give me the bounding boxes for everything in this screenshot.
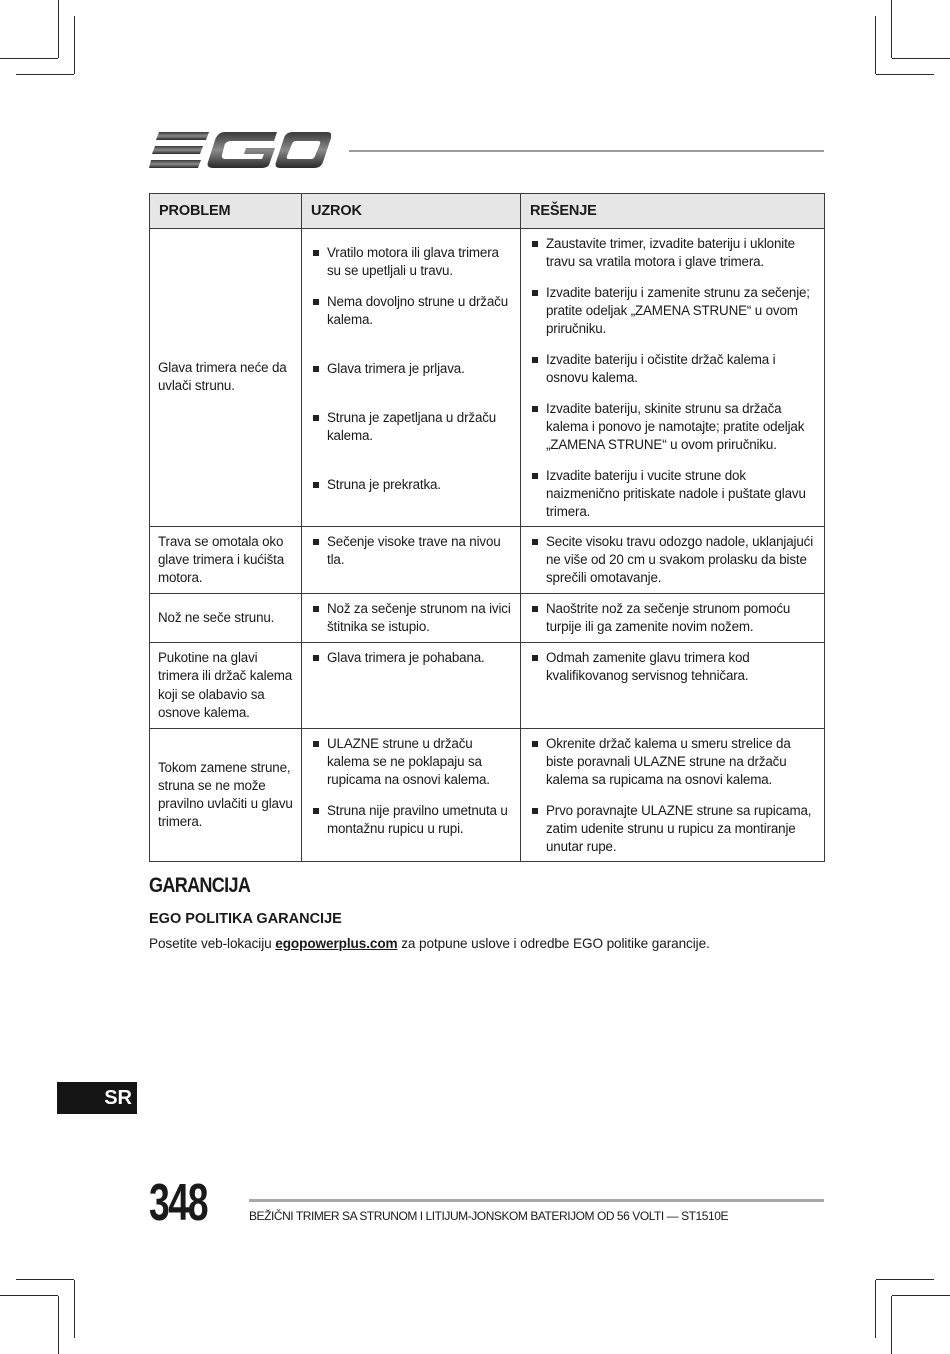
section-subtitle: EGO POLITIKA GARANCIJE	[149, 911, 342, 927]
cause-list	[302, 594, 520, 640]
cause-cell	[302, 229, 521, 527]
problem-cell: Trava se omotala oko glave trimera i kućišta motora.	[150, 526, 302, 594]
crop-mark	[876, 1279, 934, 1280]
footer-rule	[249, 1199, 824, 1202]
solution-cell	[521, 229, 825, 527]
page-number: 348	[149, 1174, 208, 1232]
solution-item: Prvo poravnajte ULAZNE strune sa rupicama, zatim udenite strunu u rupicu za montiranje unutar rupe.	[546, 802, 816, 857]
solution-cell	[521, 729, 825, 862]
cause-item: Glava trimera je pohabana.	[327, 649, 512, 667]
table-row	[150, 229, 825, 527]
solution-item: Izvadite bateriju i zamenite strunu za sečenje; pratite odeljak „ZAMENA STRUNE“ u ovom priručniku.	[546, 284, 816, 339]
header-rule	[349, 150, 824, 152]
solution-item: Izvadite bateriju i očistite držač kalema i osnovu kalema.	[546, 351, 816, 388]
crop-mark	[74, 1280, 75, 1338]
cause-cell	[302, 594, 521, 643]
table-row	[150, 594, 825, 643]
cause-list	[302, 527, 520, 573]
problem-cell: Glava trimera neće da uvlači strunu.	[150, 229, 302, 527]
crop-mark	[58, 0, 59, 58]
crop-mark	[16, 1279, 74, 1280]
crop-mark	[891, 0, 892, 58]
warranty-text-before: Posetite veb-lokaciju	[149, 936, 276, 951]
cause-cell	[302, 526, 521, 594]
warranty-text	[149, 936, 710, 951]
solution-item: Izvadite bateriju, skinite strunu sa držača kalema i ponovo je namotajte; pratite odeljak „ZAMENA STRUNE“ u ovom priručniku.	[546, 400, 816, 455]
cause-cell	[302, 643, 521, 729]
language-tab: SR	[57, 1082, 137, 1114]
solution-item: Zaustavite trimer, izvadite bateriju i uklonite travu sa vratila motora i glave trimera.	[546, 235, 816, 272]
problem-cell: Pukotine na glavi trimera ili držač kalema koji se olabavio sa osnove kalema.	[150, 643, 302, 729]
crop-mark	[0, 58, 58, 59]
column-header-solution: REŠENJE	[521, 194, 825, 229]
cause-item: Nema dovoljno strune u držaču kalema.	[327, 293, 512, 348]
cause-item: Struna je prekratka.	[327, 476, 512, 513]
cause-item: Nož za sečenje strunom na ivici štitnika se istupio.	[327, 600, 512, 636]
solution-item: Odmah zamenite glavu trimera kod kvalifikovanog servisnog tehničara.	[546, 649, 816, 685]
crop-mark	[875, 1280, 876, 1338]
troubleshooting-table	[149, 193, 825, 862]
problem-cell: Nož ne seče strunu.	[150, 594, 302, 643]
solution-item: Izvadite bateriju i vucite strune dok naizmenično pritiskate nadole i puštate glavu trimera.	[546, 467, 816, 522]
solution-list	[521, 594, 824, 640]
solution-list	[521, 527, 824, 592]
cause-item: Glava trimera je prljava.	[327, 360, 512, 397]
column-header-problem: PROBLEM	[150, 194, 302, 229]
solution-list	[521, 643, 824, 689]
crop-mark	[74, 16, 75, 74]
cause-list	[302, 729, 520, 842]
cause-item: Vratilo motora ili glava trimera su se upetljali u travu.	[327, 244, 512, 281]
crop-mark	[892, 58, 950, 59]
solution-item: Okrenite držač kalema u smeru strelice da biste poravnali ULAZNE strune na držaču kalema sa rupicama na osnovi kalema.	[546, 735, 816, 790]
cause-item: ULAZNE strune u držaču kalema se ne poklapaju sa rupicama na osnovi kalema.	[327, 735, 512, 790]
crop-mark	[876, 74, 934, 75]
solution-cell	[521, 643, 825, 729]
crop-mark	[875, 16, 876, 74]
solution-list	[521, 229, 824, 526]
crop-mark	[892, 1295, 950, 1296]
crop-mark	[0, 1295, 58, 1296]
cause-item: Struna je zapetljana u držaču kalema.	[327, 409, 512, 464]
crop-mark	[891, 1296, 892, 1354]
cause-list	[302, 238, 520, 517]
cause-list	[302, 643, 520, 671]
cause-item: Struna nije pravilno umetnuta u montažnu rupicu u rupi.	[327, 802, 512, 838]
solution-list	[521, 729, 824, 861]
crop-mark	[58, 1296, 59, 1354]
website-link[interactable]: egopowerplus.com	[275, 936, 398, 951]
solution-cell	[521, 526, 825, 594]
solution-cell	[521, 594, 825, 643]
problem-cell: Tokom zamene strune, struna se ne može pravilno uvlačiti u glavu trimera.	[150, 729, 302, 862]
section-title: GARANCIJA	[149, 874, 251, 897]
column-header-cause: UZROK	[302, 194, 521, 229]
table-row	[150, 729, 825, 862]
table-row	[150, 643, 825, 729]
cause-item: Sečenje visoke trave na nivou tla.	[327, 533, 512, 569]
crop-mark	[16, 74, 74, 75]
solution-item: Secite visoku travu odozgo nadole, uklanjajući ne više od 20 cm u svakom prolasku da biste sprečili omotavanje.	[546, 533, 816, 588]
footer-title: BEŽIČNI TRIMER SA STRUNOM I LITIJUM-JONSKOM BATERIJOM OD 56 VOLTI — ST1510E	[249, 1209, 728, 1223]
warranty-text-after: za potpune uslove i odredbe EGO politike garancije.	[397, 936, 710, 951]
cause-cell	[302, 729, 521, 862]
solution-item: Naoštrite nož za sečenje strunom pomoću turpije ili ga zamenite novim nožem.	[546, 600, 816, 636]
table-header-row	[150, 194, 825, 229]
ego-logo	[149, 128, 331, 172]
table-row	[150, 526, 825, 594]
